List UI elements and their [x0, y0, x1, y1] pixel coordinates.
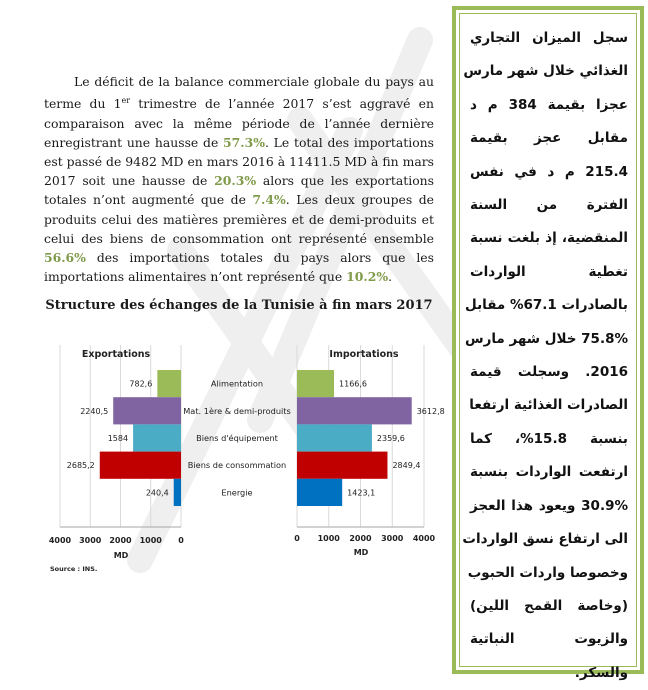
highlight-percentage: 56.6%	[44, 249, 86, 265]
import-bar	[297, 479, 342, 506]
export-data-label: 2240,5	[80, 406, 109, 416]
export-data-label: 782,6	[129, 379, 153, 389]
x-tick-label: 4000	[412, 534, 436, 543]
x-axis-label-exports: MD	[113, 551, 129, 560]
x-tick-label: 1000	[139, 536, 162, 545]
category-label: Energie	[221, 487, 253, 498]
paragraph-text: . Les deux groupes de produits celui des matières premières et de demi-produits et celui des biens de consommation ont représenté ensemble	[44, 192, 434, 246]
arabic-line: بنسبة 15.8%، كما	[470, 430, 629, 447]
arabic-line: وخصوصا واردات الحبوب	[467, 564, 628, 581]
export-bar	[174, 479, 181, 506]
arabic-sidebar-text	[462, 22, 629, 690]
arabic-line: الصادرات الغذائية ارتفعا	[469, 397, 628, 414]
x-tick-label: 0	[178, 536, 184, 545]
export-data-label: 240,4	[145, 488, 169, 498]
arabic-line: تغطية الواردات	[470, 263, 628, 280]
import-data-label: 2359,6	[376, 434, 405, 443]
import-bar	[297, 424, 372, 451]
import-bar	[297, 452, 387, 479]
import-data-label: 1166,6	[339, 379, 368, 389]
export-data-label: 2685,2	[66, 461, 95, 471]
paragraph-text: trimestre de l’année 2017 s’est aggravé en comparaison avec la même période de l’année dernière enregistrant une hausse de	[44, 96, 434, 150]
chart-source: Source : INS.	[50, 565, 98, 573]
export-bar	[133, 424, 181, 451]
highlight-percentage: 10.2%	[346, 269, 389, 285]
export-bar	[113, 397, 181, 424]
arabic-line: 215.4 م د في نفس	[470, 163, 628, 180]
x-tick-label: 3000	[381, 534, 404, 543]
chart-title: Structure des échanges de la Tunisie à fin mars 2017	[45, 298, 433, 313]
paragraph-text: Le déficit de la balance commerciale globale du pays au terme du 1	[44, 74, 434, 112]
highlight-percentage: 7.4%	[252, 192, 286, 208]
x-tick-label: 2000	[349, 534, 372, 543]
import-data-label: 3612,8	[416, 406, 445, 416]
arabic-line: سجل الميزان التجاري	[470, 30, 628, 46]
x-tick-label: 0	[294, 534, 300, 543]
arabic-line: والسكر.	[574, 664, 628, 681]
arabic-line: 30.9% ويعود هذا العجز	[470, 497, 628, 514]
x-tick-label: 4000	[48, 536, 72, 545]
paragraph-text: alors que les exportations totales n’ont augmenté que de	[44, 173, 434, 208]
import-bar	[297, 370, 334, 397]
x-tick-label: 1000	[317, 534, 340, 543]
imports-panel-title: Importations	[329, 349, 399, 360]
arabic-line: 2016. وسجلت قيمة	[470, 364, 628, 381]
paragraph-text: .	[388, 269, 393, 285]
arabic-line: الفترة من السنة	[470, 197, 628, 214]
import-bar	[297, 397, 412, 424]
category-label: Alimentation	[210, 378, 264, 389]
highlight-percentage: 20.3%	[214, 173, 257, 189]
export-data-label: 1584	[107, 434, 129, 443]
arabic-line: مقابل عجز بقيمة	[470, 130, 628, 147]
paragraph-text: des importations totales du pays alors que les importations alimentaires n’ont représenté que	[44, 249, 434, 285]
import-data-label: 2849,4	[392, 461, 421, 471]
arabic-line: (وخاصة القمح اللين)	[470, 597, 628, 614]
x-tick-label: 3000	[79, 536, 102, 545]
arabic-line: عجزا بقيمة 384 م د	[470, 96, 628, 113]
arabic-line: المنقضية، إذ بلغت نسبة	[470, 230, 628, 247]
x-axis-label-imports: MD	[353, 548, 369, 557]
category-label: Mat. 1ère & demi-produits	[183, 405, 291, 416]
paragraph-text: . Le total des importations est passé de 9482 MD en mars 2016 à 11411.5 MD à fin mars 2017 soit une hausse de	[44, 134, 435, 189]
superscript: er	[121, 96, 131, 106]
highlight-percentage: 57.3%	[223, 134, 265, 150]
x-tick-label: 2000	[109, 536, 132, 545]
import-data-label: 1423,1	[347, 488, 376, 498]
category-label: Biens d'équipement	[196, 433, 278, 443]
arabic-line: 75.8% خلال شهر مارس	[464, 330, 628, 347]
arabic-line: بالصادرات 67.1% مقابل	[465, 297, 628, 314]
arabic-line: ارتفعت الواردات بنسبة	[470, 464, 628, 481]
arabic-line: الغذائي خلال شهر مارس	[463, 63, 628, 80]
category-label: Biens de consommation	[187, 460, 287, 471]
exports-panel-title: Exportations	[81, 349, 151, 360]
export-bar	[157, 370, 181, 397]
arabic-line: والزيوت النباتية	[470, 631, 628, 648]
export-bar	[100, 452, 181, 479]
arabic-sidebar-box	[452, 6, 644, 681]
arabic-line: الى ارتفاع نسق الواردات	[462, 531, 628, 548]
